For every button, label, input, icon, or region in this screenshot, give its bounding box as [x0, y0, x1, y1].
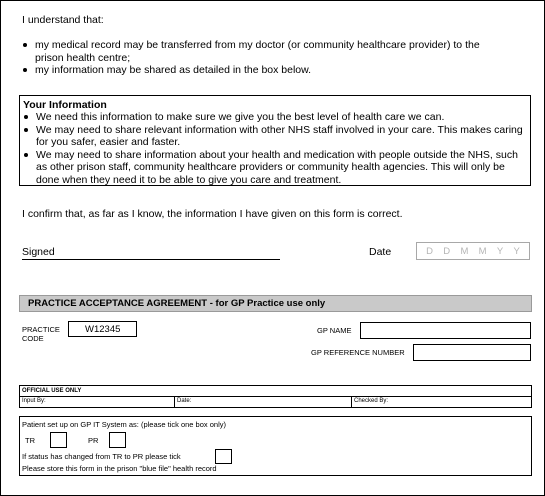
list-item: We may need to share relevant information with other NHS staff involved in your care. This makes caring for you safer, easier and faster. — [23, 124, 523, 149]
practice-label-line: CODE — [22, 334, 44, 343]
date-label: Date — [369, 246, 392, 258]
practice-code-label — [22, 325, 60, 343]
your-information-list — [23, 111, 523, 186]
date-input[interactable] — [416, 242, 530, 260]
official-use-title: OFFICIAL USE ONLY — [22, 388, 82, 394]
date-placeholder-char: M — [460, 245, 469, 257]
your-information-box — [19, 95, 531, 186]
list-item: my medical record may be transferred from my doctor (or community healthcare provider) to the prison health centre; — [22, 39, 502, 64]
status-change-checkbox[interactable] — [215, 449, 232, 464]
practice-acceptance-bar — [19, 295, 532, 312]
list-item: my information may be shared as detailed in the box below. — [22, 64, 502, 77]
date-placeholder-char: M — [478, 245, 487, 257]
tr-label: TR — [25, 436, 35, 445]
store-instruction: Please store this form in the prison "blue file" health record — [22, 464, 217, 473]
official-date-label: Date: — [177, 398, 192, 404]
intro-heading: I understand that: — [22, 14, 104, 26]
signed-label: Signed — [22, 246, 55, 258]
pr-checkbox[interactable] — [109, 432, 126, 448]
input-by-label: Input By: — [22, 398, 46, 404]
your-information-title: Your Information — [23, 99, 107, 111]
official-divider — [351, 396, 352, 407]
intro-list — [22, 39, 502, 77]
gp-reference-label: GP REFERENCE NUMBER — [311, 348, 405, 357]
official-use-box — [19, 385, 532, 408]
date-placeholder-char: Y — [496, 245, 504, 257]
gp-name-field[interactable] — [360, 322, 531, 339]
list-item: We may need to share information about your health and medication with people outside the NHS, such as other prison staff, community healthcare providers or community health agencies. This will only be done when they need it to be able to give you care and treatment. — [23, 149, 523, 187]
signature-line[interactable] — [22, 259, 280, 260]
date-placeholder-char: Y — [513, 245, 520, 257]
checked-by-label: Checked By: — [354, 398, 389, 404]
official-divider — [174, 396, 175, 407]
date-placeholder-char: D — [426, 245, 434, 257]
pr-label: PR — [88, 436, 99, 445]
date-placeholder-char: D — [443, 245, 451, 257]
gp-name-label: GP NAME — [317, 326, 352, 335]
practice-label-line: PRACTICE — [22, 325, 60, 334]
confirm-statement: I confirm that, as far as I know, the information I have given on this form is correct. — [22, 208, 403, 220]
practice-code-field[interactable]: W12345 — [68, 321, 137, 337]
list-item: We need this information to make sure we give you the best level of health care we can. — [23, 111, 523, 124]
tr-checkbox[interactable] — [50, 432, 67, 448]
gp-reference-field[interactable] — [413, 344, 531, 361]
patient-status-box — [19, 416, 532, 476]
status-change-instruction: If status has changed from TR to PR please tick — [22, 452, 181, 461]
setup-instruction: Patient set up on GP IT System as: (please tick one box only) — [22, 420, 226, 429]
practice-acceptance-title: PRACTICE ACCEPTANCE AGREEMENT - for GP Practice use only — [28, 298, 326, 309]
official-divider — [20, 396, 531, 397]
